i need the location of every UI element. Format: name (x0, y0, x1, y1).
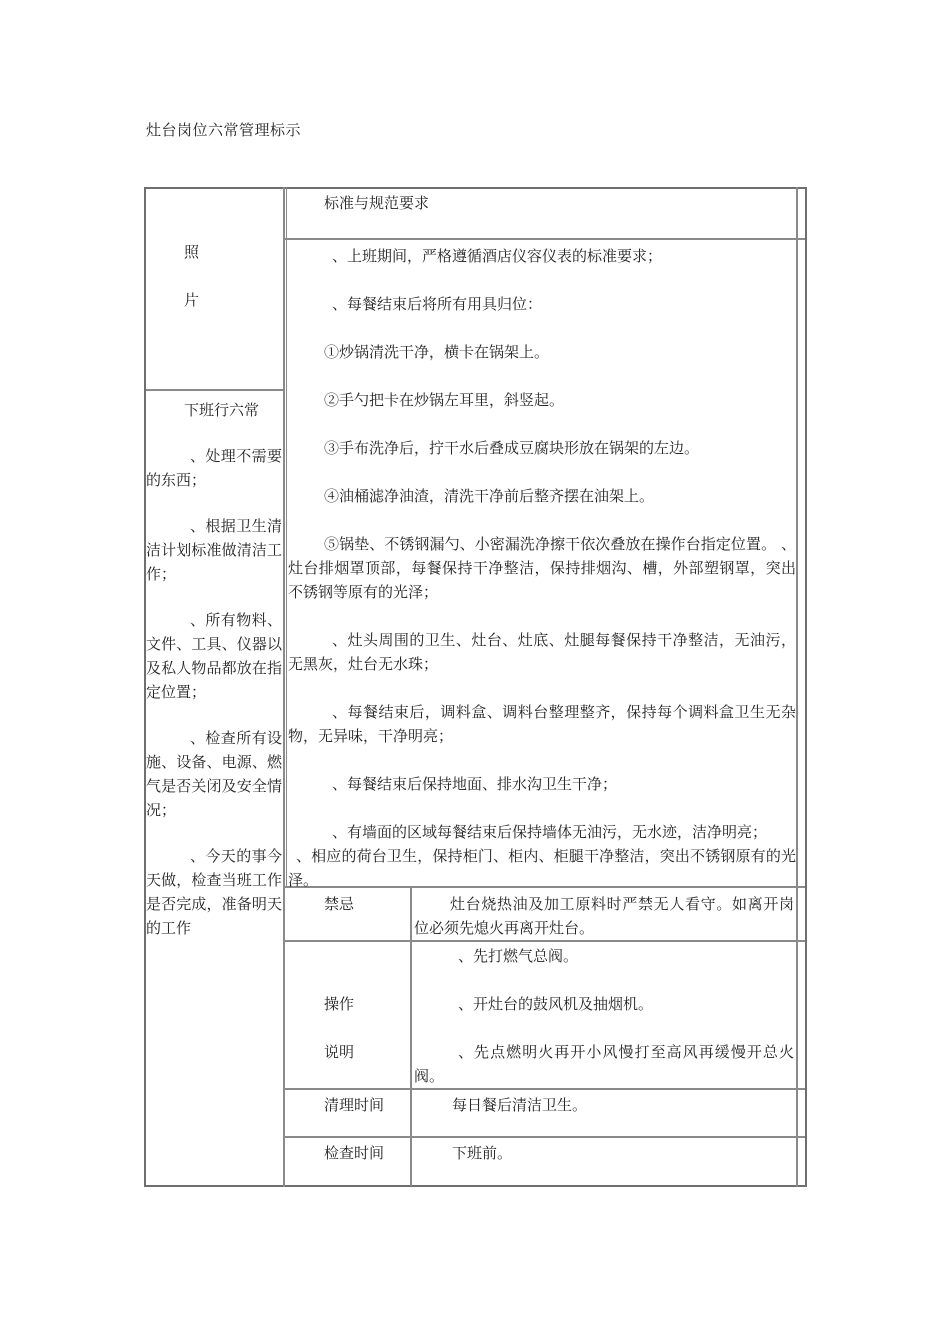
standard-item: ①炒锅清洗干净，横卡在锅架上。 (324, 343, 550, 361)
table-rule (283, 187, 285, 1187)
table-border-bottom (144, 1185, 807, 1187)
standard-item: 、每餐结束后，调料盒、调料台整理整齐，保持每个调料盒卫生无杂物，无异味，干净明亮； (288, 703, 796, 745)
photo-label: 照 (184, 243, 200, 261)
operation-step: 、开灶台的鼓风机及抽烟机。 (458, 995, 654, 1013)
table-border-right (805, 187, 807, 1187)
off-duty-item: 、根据卫生清洁计划标准做清洁工作； (146, 517, 282, 583)
standard-item: 、每餐结束后保持地面、排水沟卫生干净； (332, 775, 618, 793)
check-time-value: 下班前。 (452, 1144, 513, 1162)
table-rule (144, 389, 284, 391)
check-time-label: 检查时间 (324, 1144, 385, 1162)
clean-time-label: 清理时间 (324, 1096, 385, 1114)
operation-label: 操作 (324, 995, 355, 1013)
standard-item: 、上班期间，严格遵循酒店仪容仪表的标准要求； (332, 247, 663, 265)
operation-step: 、先点燃明火再开小风慢打至高风再缓慢开总火阀。 (414, 1043, 794, 1085)
off-duty-item: 、检查所有设施、设备、电源、燃气是否关闭及安全情况； (146, 729, 282, 819)
clean-time-value: 每日餐后清洁卫生。 (452, 1096, 588, 1114)
standard-item: 、每餐结束后将所有用具归位： (332, 295, 543, 313)
standards-header: 标准与规范要求 (324, 194, 430, 212)
document-title: 灶台岗位六常管理标示 (146, 121, 302, 139)
table-border-top (144, 187, 807, 189)
standard-item: 、灶头周围的卫生、灶台、灶底、灶腿每餐保持干净整洁，无油污，无黑灰，灶台无水珠； (288, 631, 796, 673)
table-rule (410, 886, 412, 1186)
off-duty-title: 下班行六常 (184, 401, 260, 419)
table-rule (284, 1088, 807, 1090)
standards-list (288, 244, 796, 892)
table-rule (284, 940, 807, 942)
off-duty-checklist (146, 398, 282, 962)
standard-item: ②手勺把卡在炒锅左耳里，斜竖起。 (324, 391, 565, 409)
table-rule (284, 238, 807, 240)
forbidden-label: 禁忌 (324, 895, 355, 913)
forbidden-text: 灶台烧热油及加工原料时严禁无人看守。如离开岗位必须先熄火再离开灶台。 (414, 895, 794, 937)
operation-step: 、先打燃气总阀。 (458, 947, 579, 965)
off-duty-item: 、今天的事今天做，检查当班工作是否完成，准备明天的工作 (146, 847, 282, 937)
standard-item: ③手布洗净后，拧干水后叠成豆腐块形放在锅架的左边。 (324, 439, 700, 457)
operation-label: 说明 (324, 1043, 355, 1061)
standard-item: ④油桶滤净油渣，清洗干净前后整齐摆在油架上。 (324, 487, 655, 505)
table-rule (284, 1136, 807, 1138)
photo-label: 片 (184, 291, 200, 309)
table-rule (796, 187, 798, 1187)
off-duty-item: 、所有物料、文件、工具、仪器以及私人物品都放在指定位置； (146, 611, 282, 701)
standard-item: ⑤锅垫、不锈钢漏勺、小密漏洗净擦干依次叠放在操作台指定位置。 、灶台排烟罩顶部，每餐保持干净整洁，保持排烟沟、槽，外部塑钢罩，突出不锈钢等原有的光泽； (288, 535, 796, 601)
table-rule (286, 187, 287, 887)
standard-item: 、有墙面的区域每餐结束后保持墙体无油污，无水迹，洁净明亮； (332, 823, 768, 841)
standard-item: 、相应的荷台卫生，保持柜门、柜内、柜腿干净整洁，突出不锈钢原有的光泽。 (288, 847, 796, 889)
off-duty-item: 、处理不需要的东西； (146, 447, 282, 489)
